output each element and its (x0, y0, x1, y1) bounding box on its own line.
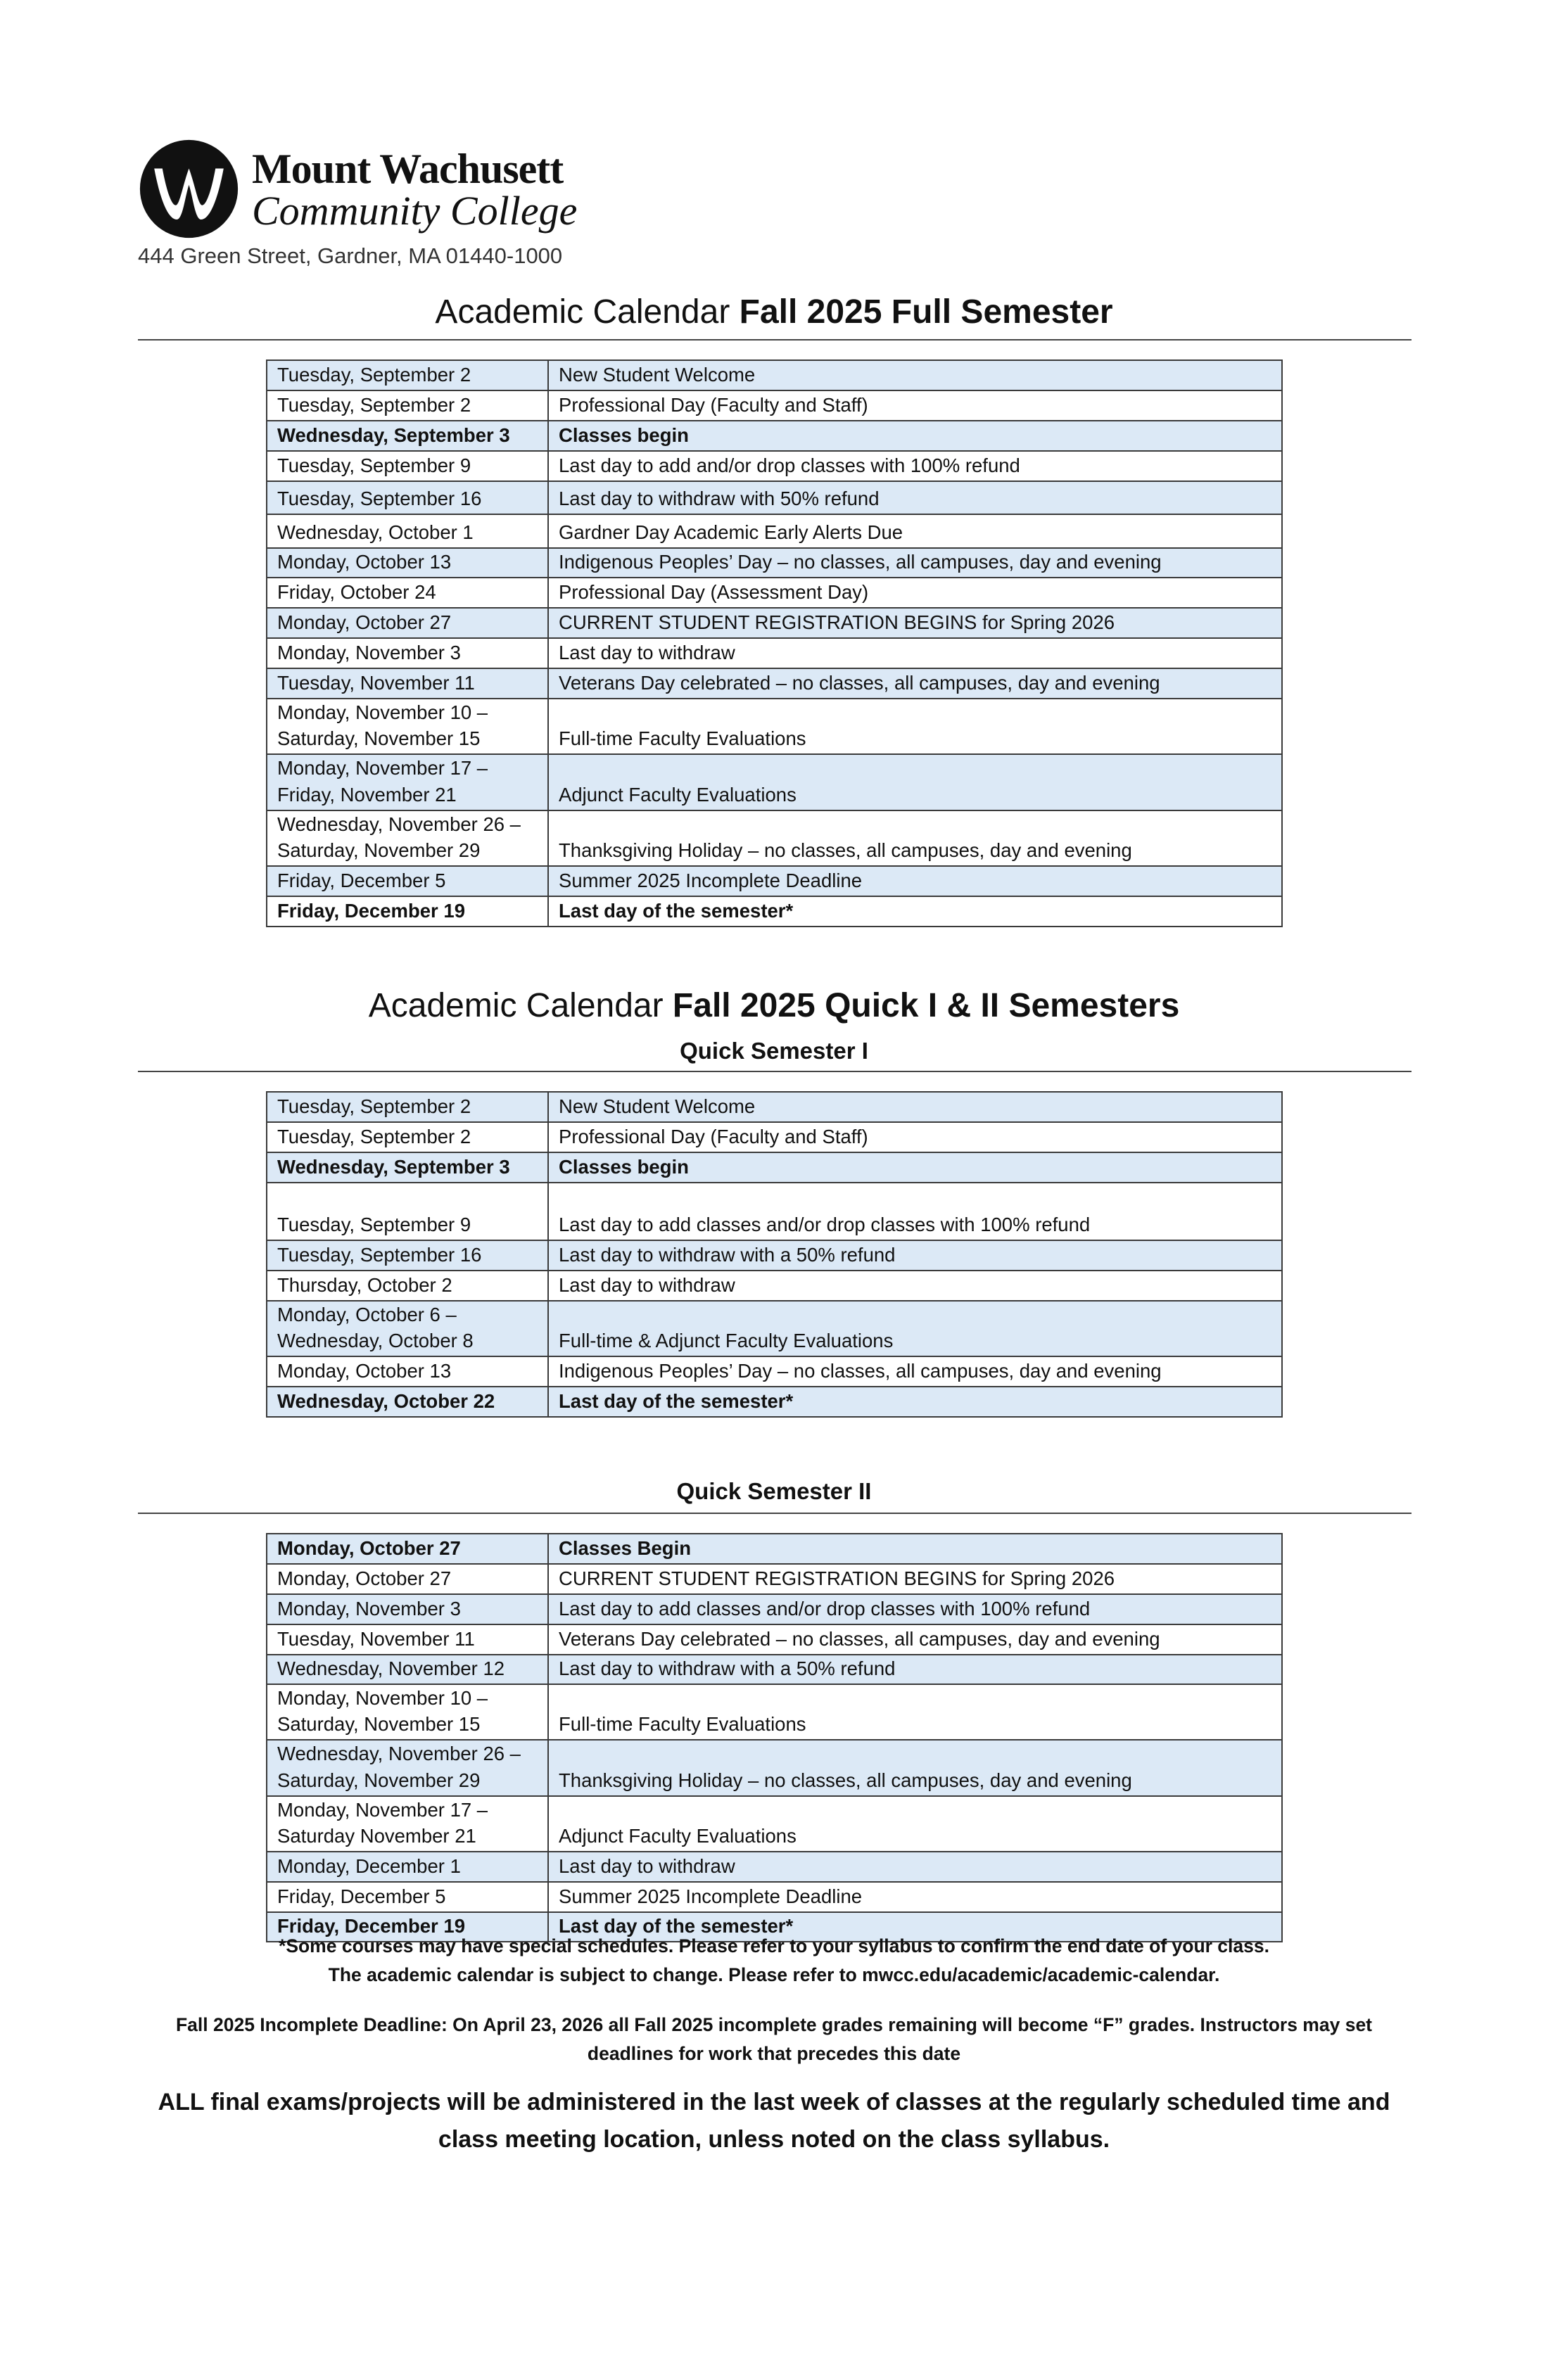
table-row (267, 1152, 1282, 1183)
event-cell: Summer 2025 Incomplete Deadline (548, 866, 1282, 896)
date-cell: Wednesday, November 12 (267, 1655, 548, 1684)
table-row (267, 1092, 1282, 1122)
date-cell (267, 1684, 548, 1740)
full-semester-table (266, 359, 1283, 927)
table-row (267, 896, 1282, 927)
table-row (267, 360, 1282, 390)
event-cell: Indigenous Peoples’ Day – no classes, all campuses, day and evening (548, 548, 1282, 578)
date-cell: Monday, November 3 (267, 1594, 548, 1624)
event-cell: Classes begin (548, 1152, 1282, 1183)
date-cell: Monday, October 27 (267, 608, 548, 638)
full-title-rule (138, 339, 1411, 341)
date-cell: Wednesday, September 3 (267, 421, 548, 451)
date-line1: Wednesday, November 26 – (277, 1743, 521, 1765)
event-cell: New Student Welcome (548, 360, 1282, 390)
quick-semester-2-title: Quick Semester II (676, 1478, 872, 1504)
college-name-line2: Community College (252, 188, 578, 234)
date-cell: Monday, October 13 (267, 548, 548, 578)
table-row (267, 578, 1282, 608)
table-row (267, 1183, 1282, 1240)
event-cell: Professional Day (Faculty and Staff) (548, 1122, 1282, 1152)
date-line2: Saturday, November 15 (277, 1713, 481, 1736)
quick2-title-rule (138, 1513, 1411, 1514)
event-cell: Full-time & Adjunct Faculty Evaluations (548, 1301, 1282, 1356)
event-cell: Veterans Day celebrated – no classes, all campuses, day and evening (548, 1624, 1282, 1655)
date-cell (267, 1301, 548, 1356)
incomplete-deadline-note (0, 2011, 1548, 2068)
table-row (267, 1122, 1282, 1152)
table-row (267, 548, 1282, 578)
event-cell: Professional Day (Assessment Day) (548, 578, 1282, 608)
date-cell: Tuesday, September 2 (267, 390, 548, 421)
date-cell (267, 1796, 548, 1852)
quick-title-prefix: Academic Calendar (368, 987, 673, 1024)
quick1-title-rule (138, 1071, 1411, 1072)
date-cell: Tuesday, September 2 (267, 1092, 548, 1122)
table-row (267, 1594, 1282, 1624)
table-row (267, 866, 1282, 896)
incomplete-line2: deadlines for work that precedes this date (587, 2043, 961, 2065)
event-cell: Thanksgiving Holiday – no classes, all campuses, day and evening (548, 1740, 1282, 1795)
event-cell: Last day to add and/or drop classes with 100% refund (548, 451, 1282, 481)
event-cell: Last day to add classes and/or drop classes with 100% refund (548, 1183, 1282, 1240)
mwcc-logo-icon (138, 138, 240, 240)
college-address: 444 Green Street, Gardner, MA 01440-1000 (138, 243, 563, 268)
date-cell: Friday, December 19 (267, 896, 548, 927)
table-row (267, 421, 1282, 451)
table-row (267, 1301, 1282, 1356)
college-name-line1: Mount Wachusett (252, 146, 564, 192)
event-cell: Adjunct Faculty Evaluations (548, 754, 1282, 810)
table-row (267, 1882, 1282, 1912)
table-row (267, 1655, 1282, 1684)
full-semester-title (0, 293, 1548, 331)
date-cell: Tuesday, September 9 (267, 451, 548, 481)
event-cell: Classes Begin (548, 1534, 1282, 1564)
table-row (267, 1564, 1282, 1594)
date-cell (267, 1740, 548, 1795)
event-cell: Last day of the semester* (548, 1912, 1282, 1942)
incomplete-line1: Fall 2025 Incomplete Deadline: On April 23, 2026 all Fall 2025 incomplete grades remaining will become “F” grades. Instructors may set (175, 2014, 1373, 2035)
table-row (267, 1852, 1282, 1882)
event-cell: Classes begin (548, 421, 1282, 451)
table-row (267, 608, 1282, 638)
date-line1: Monday, November 17 – (277, 757, 488, 779)
event-cell: Last day to withdraw with a 50% refund (548, 1240, 1282, 1271)
table-row (267, 1684, 1282, 1740)
event-cell: Last day to withdraw with a 50% refund (548, 1655, 1282, 1684)
event-cell: Last day of the semester* (548, 896, 1282, 927)
full-title-prefix: Academic Calendar (435, 293, 740, 331)
table-row (267, 638, 1282, 668)
table-row (267, 390, 1282, 421)
date-cell (267, 810, 548, 866)
date-line2: Saturday, November 15 (277, 727, 481, 750)
event-cell: Last day to withdraw (548, 638, 1282, 668)
event-cell: CURRENT STUDENT REGISTRATION BEGINS for Spring 2026 (548, 608, 1282, 638)
event-cell: Professional Day (Faculty and Staff) (548, 390, 1282, 421)
table-row (267, 1534, 1282, 1564)
event-cell: Last day to withdraw (548, 1271, 1282, 1301)
date-cell: Friday, October 24 (267, 578, 548, 608)
date-cell: Wednesday, October 22 (267, 1387, 548, 1417)
date-line1: Wednesday, November 26 – (277, 813, 521, 835)
final-exams-note (0, 2084, 1548, 2158)
table-row (267, 451, 1282, 481)
date-line2: Saturday November 21 (277, 1824, 476, 1847)
date-cell: Wednesday, October 1 (267, 514, 548, 548)
date-cell: Monday, October 27 (267, 1534, 548, 1564)
event-cell: Full-time Faculty Evaluations (548, 1684, 1282, 1740)
date-line2: Saturday, November 29 (277, 839, 481, 861)
date-cell: Monday, October 13 (267, 1356, 548, 1387)
finals-line2: class meeting location, unless noted on the class syllabus. (438, 2125, 1110, 2153)
table-row (267, 1796, 1282, 1852)
quick-semester-2-table (266, 1533, 1283, 1942)
date-cell (267, 754, 548, 810)
event-cell: Thanksgiving Holiday – no classes, all campuses, day and evening (548, 810, 1282, 866)
full-title-bold: Fall 2025 Full Semester (739, 293, 1113, 331)
date-cell: Tuesday, September 16 (267, 1240, 548, 1271)
table-row (267, 754, 1282, 810)
special-schedules-note (0, 1932, 1548, 1990)
quick-title-bold: Fall 2025 Quick I & II Semesters (672, 987, 1180, 1024)
event-cell: Last day of the semester* (548, 1387, 1282, 1417)
special-schedules-text: *Some courses may have special schedules. Please refer to your syllabus to confirm the end date of your class. (279, 1935, 1269, 1956)
date-line2: Saturday, November 29 (277, 1769, 481, 1791)
event-cell: Last day to withdraw (548, 1852, 1282, 1882)
event-cell: Last day to add classes and/or drop classes with 100% refund (548, 1594, 1282, 1624)
date-cell: Thursday, October 2 (267, 1271, 548, 1301)
date-cell: Friday, December 19 (267, 1912, 548, 1942)
table-row (267, 1624, 1282, 1655)
date-line1: Monday, October 6 – (277, 1304, 457, 1325)
date-cell: Tuesday, September 2 (267, 360, 548, 390)
date-cell: Friday, December 5 (267, 866, 548, 896)
quick-semesters-title (0, 986, 1548, 1025)
table-row (267, 668, 1282, 699)
table-row (267, 1356, 1282, 1387)
date-cell: Tuesday, September 2 (267, 1122, 548, 1152)
event-cell: CURRENT STUDENT REGISTRATION BEGINS for Spring 2026 (548, 1564, 1282, 1594)
event-cell: Gardner Day Academic Early Alerts Due (548, 514, 1282, 548)
date-cell: Monday, December 1 (267, 1852, 548, 1882)
table-row (267, 514, 1282, 548)
date-cell: Tuesday, September 9 (267, 1183, 548, 1240)
table-row (267, 810, 1282, 866)
date-line2: Friday, November 21 (277, 783, 457, 806)
table-row (267, 699, 1282, 754)
date-cell: Tuesday, November 11 (267, 1624, 548, 1655)
date-line1: Monday, November 10 – (277, 1687, 488, 1710)
event-cell: Summer 2025 Incomplete Deadline (548, 1882, 1282, 1912)
date-cell: Friday, December 5 (267, 1882, 548, 1912)
event-cell: Last day to withdraw with 50% refund (548, 481, 1282, 514)
event-cell: New Student Welcome (548, 1092, 1282, 1122)
table-row (267, 481, 1282, 514)
subject-to-change-text: The academic calendar is subject to change. Please refer to mwcc.edu/academic/academic-calendar. (328, 1964, 1220, 1986)
quick-semester-1-table (266, 1091, 1283, 1418)
event-cell: Indigenous Peoples’ Day – no classes, all campuses, day and evening (548, 1356, 1282, 1387)
date-line1: Monday, November 10 – (277, 701, 488, 724)
table-row (267, 1271, 1282, 1301)
date-cell: Tuesday, November 11 (267, 668, 548, 699)
date-line2: Wednesday, October 8 (277, 1330, 474, 1352)
event-cell: Adjunct Faculty Evaluations (548, 1796, 1282, 1852)
table-row (267, 1240, 1282, 1271)
date-cell: Monday, October 27 (267, 1564, 548, 1594)
table-row (267, 1740, 1282, 1795)
quick-semester-1-title: Quick Semester I (680, 1038, 868, 1064)
finals-line1: ALL final exams/projects will be administered in the last week of classes at the regularly scheduled time and (158, 2089, 1390, 2115)
date-cell: Monday, November 3 (267, 638, 548, 668)
date-cell: Wednesday, September 3 (267, 1152, 548, 1183)
event-cell: Veterans Day celebrated – no classes, all campuses, day and evening (548, 668, 1282, 699)
table-row (267, 1387, 1282, 1417)
date-cell: Tuesday, September 16 (267, 481, 548, 514)
date-line1: Monday, November 17 – (277, 1798, 488, 1821)
date-cell (267, 699, 548, 754)
event-cell: Full-time Faculty Evaluations (548, 699, 1282, 754)
